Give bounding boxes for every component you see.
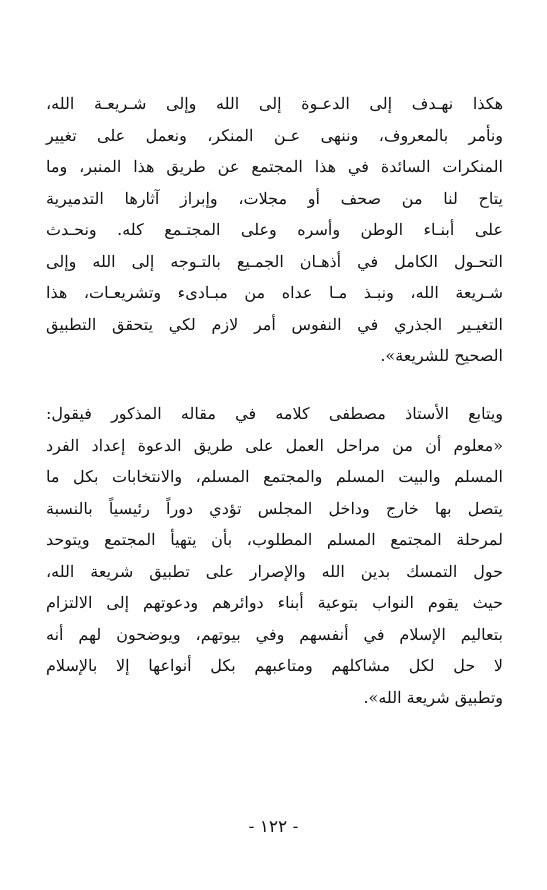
- text-line: حول التمسك بدين الله والإصرار على تطبيق شريعة الله،: [46, 561, 503, 581]
- text-line: حيث يقوم النواب بتوعية أبناء دوائرهم ودعوتهم إلى الالتزام: [46, 593, 503, 612]
- text-line: المسلم والبيت المسلم والمجتمع المسلم، والانتخابات بكل ما: [46, 467, 503, 486]
- text-line: يتاح لنا من صحف أو مجلات، وإبراز آثارها التدميرية: [46, 188, 503, 208]
- text-line: «معلوم أن من مراحل العمل على طريق الدعوة إعداد الفرد: [46, 435, 503, 455]
- text-line: وتطبيق شريعة الله».: [363, 687, 503, 707]
- paragraph-2: [46, 398, 503, 713]
- text-line: التغيـير الجذري في النفوس أمر لازم لكي يتحقق التطبيق: [46, 314, 503, 334]
- text-line: بتعاليم الإسلام في أنفسهم وفي بيوتهم، ويوضحون لهم أنه: [46, 624, 503, 644]
- text-line: التحـول الكامل في أذهـان الجمـيع بالتـوجه إلى الله وإلى: [46, 251, 503, 271]
- text-line: ويتابع الأستاذ مصطفى كلامه في مقاله المذكور فيقول:: [46, 404, 503, 423]
- text-line: على أبنـاء الوطن وأسره وعلى المجتـمع كله. ونحـدث: [46, 220, 503, 239]
- text-line: ونأمر بالمعروف، وننهى عـن المنكر، ونعمل على تغيير: [46, 125, 503, 145]
- text-line: هكذا نهـدف إلى الدعـوة إلى الله وإلى شـريعـة الله،: [46, 94, 503, 113]
- text-line: يتصل بها خارج وداخل المجلس تؤدي دوراً رئيسياً بالنسبة: [46, 498, 503, 518]
- text-line: الصحيح للشريعة».: [380, 346, 503, 365]
- text-line: لمرحلة المجتمع المسلم المطلوب، بأن يتهيأ المجتمع ويتوحد: [46, 530, 503, 549]
- text-line: لا حل لكل مشاكلهم ومتاعبهم بكل أنواعها إلا بالإسلام: [46, 656, 503, 675]
- page-number: - ١٢٢ -: [248, 817, 299, 837]
- text-line: شـريعة الله، ونبـذ مـا عداه من مبـادىء وتشريعـات، هذا: [46, 283, 503, 302]
- paragraph-1: [46, 88, 503, 372]
- text-line: المنكرات السائدة في هذا المجتمع عن طريق هذا المنبر، وما: [46, 157, 503, 176]
